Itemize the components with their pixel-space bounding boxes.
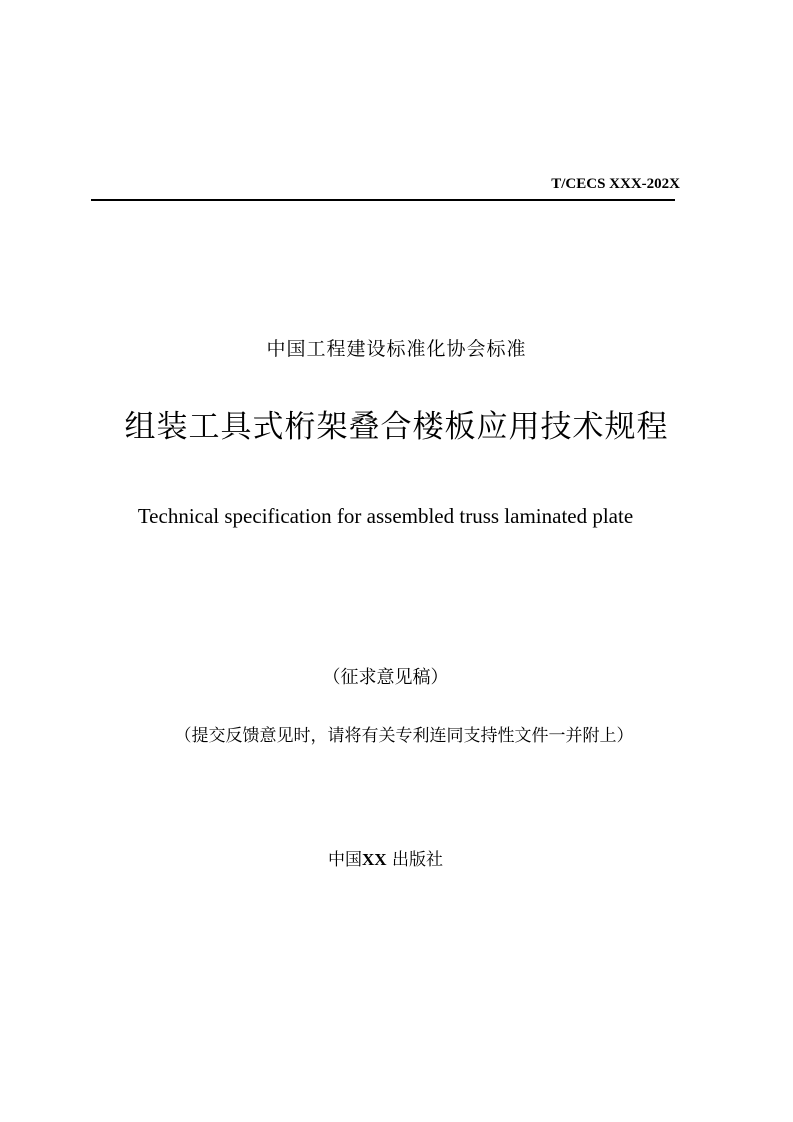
standard-category: 中国工程建设标准化协会标准 bbox=[266, 338, 527, 360]
publisher-suffix: 出版社 bbox=[386, 850, 443, 870]
publisher-prefix: 中国 bbox=[328, 850, 363, 870]
draft-status-label: （征求意见稿） bbox=[322, 667, 449, 688]
publisher-placeholder: XX bbox=[362, 850, 387, 869]
header-rule bbox=[91, 199, 675, 201]
draft-feedback-note: （提交反馈意见时，请将有关专利连同支持性文件一并附上） bbox=[174, 726, 634, 746]
standard-code: T/CECS XXX-202X bbox=[551, 176, 680, 192]
title-english: Technical specification for assembled truss laminated plate bbox=[137, 504, 634, 528]
title-chinese: 组装工具式桁架叠合楼板应用技术规程 bbox=[124, 409, 669, 445]
publisher-name bbox=[0, 845, 771, 870]
